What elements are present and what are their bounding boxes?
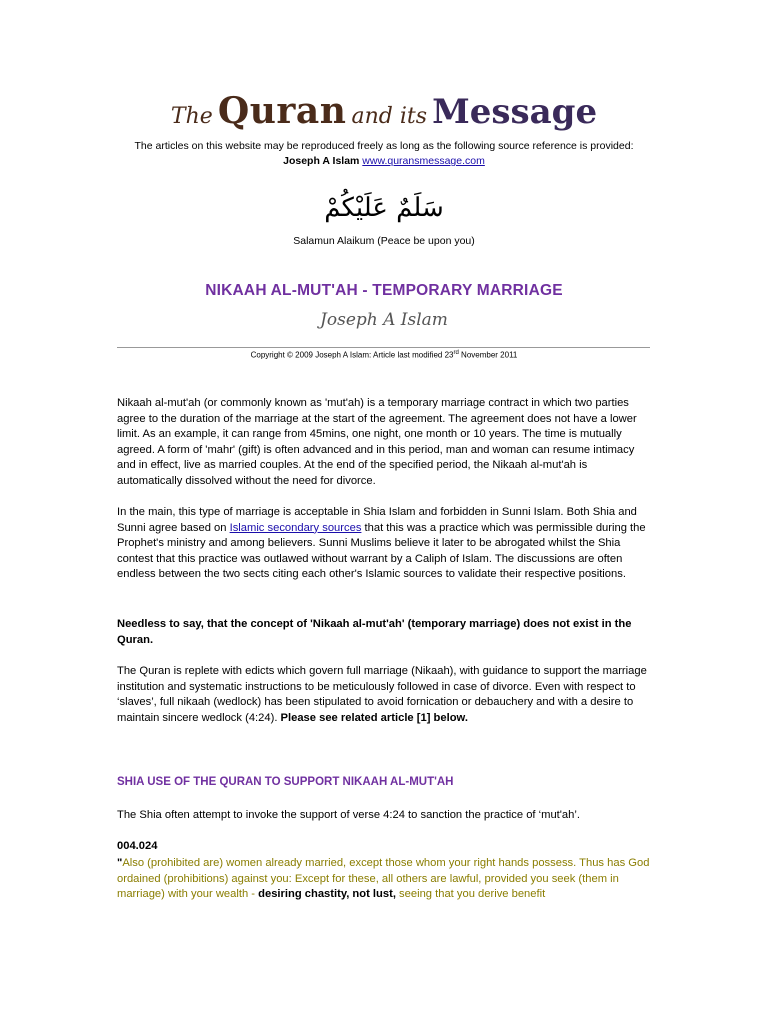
paragraph-2: In the main, this type of marriage is acceptable in Shia Islam and forbidden in Sunni Islam. Both Shia and Sunni agree based on Islamic secondary sources that this was a practice which was permissible during the Prophet's ministry and among believers. Sunni Muslims believe it later to be abrogated whilst the Shia contest that this practice was outlawed without warrant by a Caliph of Islam. The discussions are often endless between the two sects citing each other's Islamic sources to validate their respective positions. bbox=[117, 506, 646, 581]
masthead-and-its: and its bbox=[351, 104, 427, 129]
site-masthead bbox=[0, 90, 768, 132]
secondary-sources-link[interactable]: Islamic secondary sources bbox=[229, 521, 362, 534]
section-heading: SHIA USE OF THE QURAN TO SUPPORT NIKAAH AL-MUT'AH bbox=[117, 776, 454, 788]
author-signature: Joseph A Islam bbox=[320, 310, 448, 330]
copyright-line: Copyright © 2009 Joseph A Islam: Article last modified 23rd November 2011 bbox=[250, 350, 518, 360]
masthead-quran: Quran bbox=[217, 90, 347, 132]
paragraph-3: Needless to say, that the concept of 'Nikaah al-mut'ah' (temporary marriage) does not exist in the Quran. bbox=[117, 618, 632, 646]
paragraph-1: Nikaah al-mut'ah (or commonly known as 'mut'ah) is a temporary marriage contract in which two parties agree to the duration of the marriage at the start of the agreement. The agreement does not have a lower limit. As an example, it can range from 45mins, one night, one month or 10 years. The time is mutually agreed. A form of 'mahr' (gift) is often advanced and in this period, man and woman can resume intimacy and in effect, live as married couples. At the end of the specified period, the Nikaah al-mut'ah is automatically dissolved without the need for divorce. bbox=[117, 397, 637, 487]
paragraph-4: The Quran is replete with edicts which govern full marriage (Nikaah), with guidance to support the marriage institution and systematic instructions to be meticulously followed in case of divorce. Even with respect to ‘slaves’, full nikaah (wedlock) has been stipulated to avoid fornication or debauchery and with a desire to maintain sincere wedlock (4:24). Please see related article [1] below. bbox=[117, 665, 647, 724]
masthead-the: The bbox=[170, 104, 213, 129]
notice-text: The articles on this website may be reproduced freely as long as the following source reference is provided: bbox=[134, 140, 634, 152]
reproduction-notice bbox=[0, 139, 768, 169]
website-link[interactable]: www.quransmessage.com bbox=[362, 155, 485, 167]
greeting-translation: Salamun Alaikum (Peace be upon you) bbox=[293, 235, 475, 247]
paragraph-5: The Shia often attempt to invoke the support of verse 4:24 to sanction the practice of ‘mut'ah’. bbox=[117, 809, 580, 821]
notice-author: Joseph A Islam bbox=[283, 155, 360, 167]
masthead-message: Message bbox=[432, 92, 598, 132]
verse-reference: 004.024 bbox=[117, 840, 158, 852]
divider bbox=[117, 347, 650, 348]
article-title: NIKAAH AL-MUT'AH - TEMPORARY MARRIAGE bbox=[205, 282, 563, 299]
arabic-greeting: سَلَمٌ عَلَيْكُمْ bbox=[324, 193, 444, 223]
verse-text: "Also (prohibited are) women already married, except those whom your right hands possess. Thus has God ordained (prohibitions) against you: Except for these, all others are lawful, provided you seek (them in marriage) with your wealth - desiring chastity, not lust, seeing that you derive benefit bbox=[117, 857, 650, 901]
